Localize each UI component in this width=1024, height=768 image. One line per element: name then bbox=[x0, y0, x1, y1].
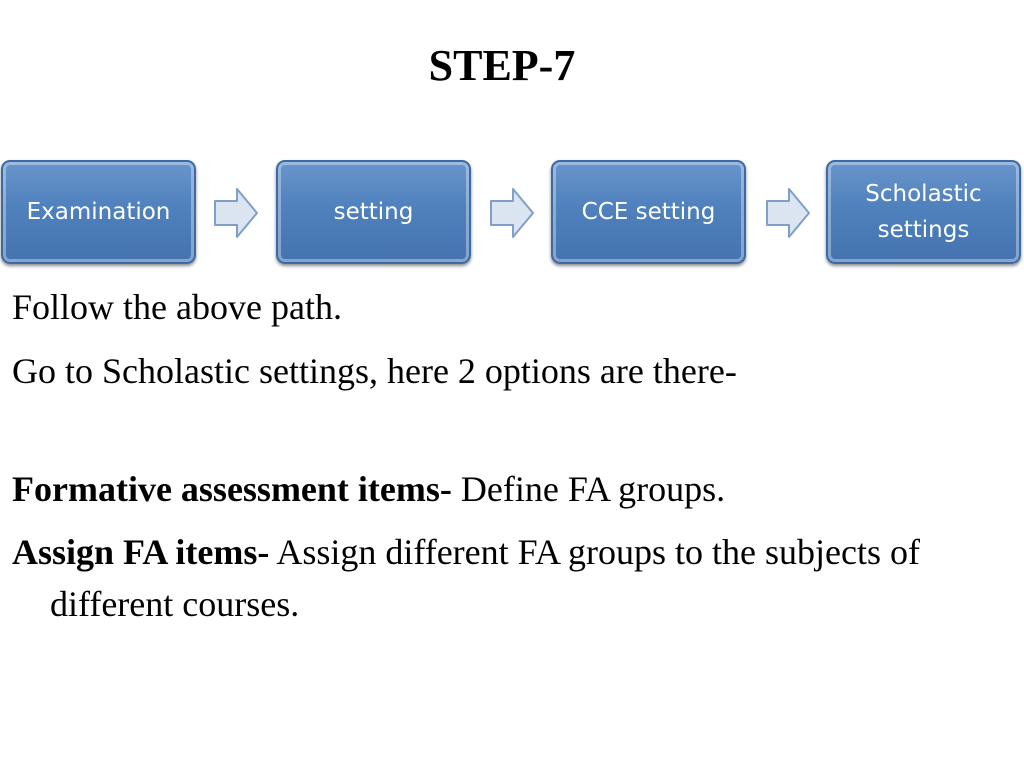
right-arrow-icon bbox=[764, 186, 812, 240]
right-arrow-icon bbox=[488, 186, 536, 240]
step-examination-label: Examination bbox=[26, 199, 171, 225]
step-cce-setting bbox=[551, 160, 746, 264]
instruction-options: Go to Scholastic settings, here 2 options are there- bbox=[12, 351, 737, 391]
step-cce-setting-label: CCE setting bbox=[581, 199, 716, 225]
option-description: Assign different FA groups to the subjects of different courses. bbox=[50, 532, 920, 624]
option-assign-fa-items bbox=[12, 526, 1002, 630]
step-scholastic-settings bbox=[826, 160, 1021, 264]
step-scholastic-settings-label: Scholastic settings bbox=[865, 181, 982, 243]
option-description: Define FA groups. bbox=[451, 469, 726, 509]
step-setting-label: setting bbox=[333, 199, 414, 225]
slide-title: STEP-7 bbox=[428, 41, 576, 90]
path-flow bbox=[0, 160, 1024, 268]
step-setting bbox=[276, 160, 471, 264]
right-arrow-icon bbox=[212, 186, 260, 240]
slide-body bbox=[12, 286, 1002, 630]
step-examination bbox=[1, 160, 196, 264]
option-formative-assessment-items bbox=[12, 468, 1002, 510]
option-term: Assign FA items- bbox=[12, 532, 270, 572]
option-term: Formative assessment items- bbox=[12, 469, 452, 509]
instruction-follow-path: Follow the above path. bbox=[12, 287, 342, 327]
